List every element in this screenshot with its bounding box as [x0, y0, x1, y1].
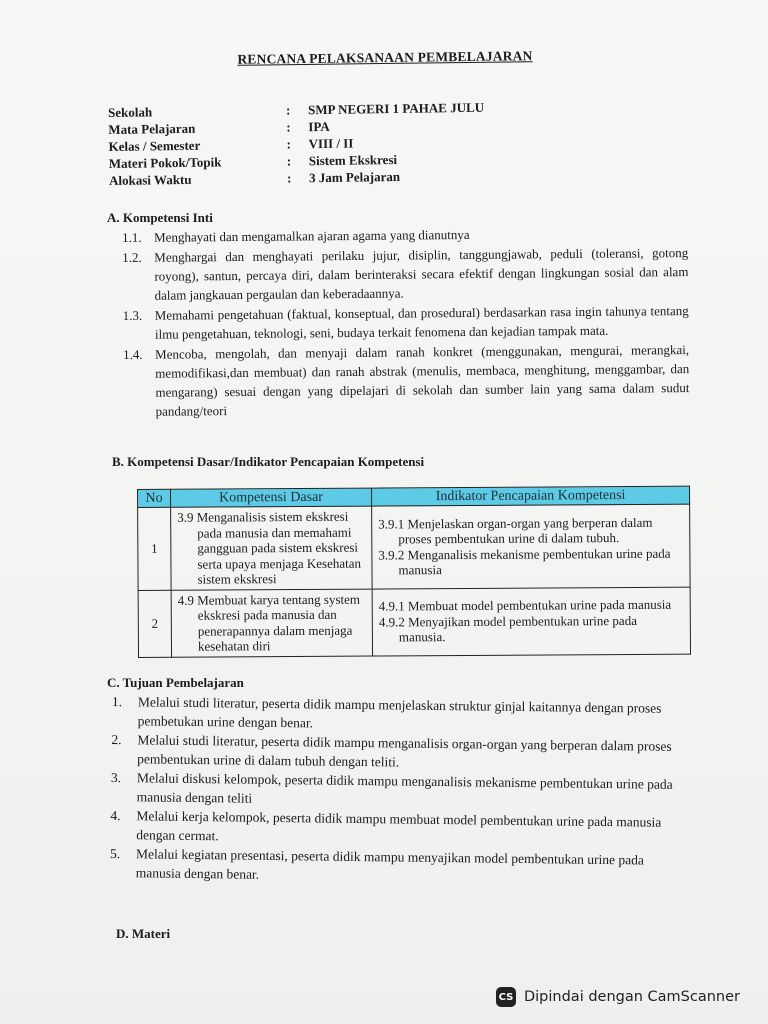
cell-ipk: [372, 504, 690, 588]
section-c-heading: C. Tujuan Pembelajaran: [107, 675, 244, 690]
list-text: Mencoba, mengolah, dan menyaji dalam ranah konkret (menggunakan, mengurai, merangkai, memodifikasi,dan membuat) dan ranah abstrak (menulis, membaca, menghitung, menggambar, dan mengarang) sesuai dengan yang dipelajari di sekolah dan sumber lain yang sama dalam sudut pandang/teori: [155, 342, 690, 419]
cell-no: 2: [138, 590, 171, 657]
ipk-item: 4.9.1 Membuat model pembentukan urine pada manusia: [378, 596, 672, 614]
list-text: Melalui studi literatur, peserta didik mampu menganalisis organ-organ yang berperan dalam proses pembentukan urine di dalam tubuh dengan teliti.: [137, 732, 672, 770]
list-number: 1.1.: [122, 229, 142, 245]
section-d-heading: D. Materi: [116, 926, 171, 941]
ipk-item: 4.9.2 Menyajikan model pembentukan urine pada manusia.: [378, 612, 637, 645]
list-item: [123, 340, 690, 421]
list-number: 1.2.: [122, 249, 142, 265]
identity-separator: :: [286, 170, 292, 186]
identity-label: Mata Pelajaran: [108, 120, 196, 137]
list-number: 2.: [111, 731, 122, 748]
list-item: [123, 301, 689, 344]
list-text: Melalui kerja kelompok, peserta didik mampu membuat model pembentukan urine pada manusia dengan cermat.: [136, 808, 662, 844]
list-number: 1.3.: [122, 307, 143, 323]
identity-label: Materi Pokok/Topik: [108, 154, 222, 171]
cell-ipk: [372, 587, 690, 656]
list-text: Menghargai dan menghayati perilaku jujur, disiplin, tanggungjawab, peduli (toleransi, gotong royong), santun, percaya diri, dalam berinteraksi secara efektif dengan lingkungan sosial dan alam dalam jangkauan pergaulan dan keberadaannya.: [154, 245, 689, 303]
column-header-kd: Kompetensi Dasar: [171, 488, 372, 507]
list-text: Melalui diskusi kelompok, peserta didik mampu menganalisis mekanisme pembentukan urine pada manusia dengan teliti: [136, 770, 673, 806]
ipk-item: 3.9.2 Menganalisis mekanisme pembentukan urine pada manusia: [378, 545, 671, 578]
camscanner-text: Dipindai dengan CamScanner: [523, 989, 740, 1005]
kd-text: 4.9 Membuat karya tentang system ekskresi pada manusia dan penerapannya dalam menjaga kesehatan diri: [177, 591, 361, 654]
cell-kd: [171, 506, 373, 590]
list-number: 1.: [111, 693, 123, 710]
camscanner-logo-icon: CS: [496, 987, 516, 1007]
list-number: 3.: [110, 769, 122, 786]
list-text: Melalui studi literatur, peserta didik mampu menjelaskan struktur ginjal kaitannya dengan proses pembetukan urine dengan benar.: [137, 694, 662, 731]
identity-label: Alokasi Waktu: [108, 171, 192, 188]
cell-no: 1: [138, 507, 172, 590]
list-number: 5.: [109, 845, 121, 862]
kompetensi-inti-list: [122, 223, 690, 421]
identity-separator: :: [285, 102, 291, 118]
list-number: 1.4.: [123, 346, 143, 362]
table-row: [138, 587, 690, 657]
identity-separator: :: [286, 153, 292, 169]
identity-label: Sekolah: [108, 104, 153, 120]
section-b-heading: B. Kompetensi Dasar/Indikator Pencapaian Kompetensi: [112, 454, 425, 469]
identity-value: 3 Jam Pelajaran: [308, 168, 401, 186]
identity-value: Sistem Ekskresi: [308, 151, 398, 169]
identity-value: SMP NEGERI 1 PAHAE JULU: [307, 99, 485, 118]
list-text: Menghayati dan mengamalkan ajaran agama yang dianutnya: [154, 226, 470, 245]
identity-value: VIII / II: [308, 135, 354, 152]
list-item: [110, 844, 690, 889]
list-text: Memahami pengetahuan (faktual, konseptual, dan prosedural) berdasarkan rasa ingin tahunya tentang ilmu pengetahuan, teknologi, seni, budaya terkait fenomena dan kejadian tampak mata.: [154, 303, 689, 342]
camscanner-watermark: [496, 984, 740, 1010]
list-number: 4.: [110, 807, 121, 824]
document-title: RENCANA PELAKSANAAN PEMBELAJARAN: [237, 48, 533, 67]
learning-objectives-list: [110, 692, 692, 889]
competency-table: [137, 486, 691, 658]
ipk-item: 3.9.1 Menjelaskan organ-organ yang berperan dalam proses pembentukan urine di dalam tubuh.: [378, 514, 653, 547]
list-item: [122, 243, 688, 305]
cell-kd: [171, 589, 372, 657]
table-row: [138, 504, 690, 590]
identity-value: IPA: [308, 118, 330, 135]
identity-separator: :: [286, 119, 291, 135]
identity-separator: :: [286, 136, 292, 152]
identity-block: [108, 98, 569, 189]
identity-label: Kelas / Semester: [108, 137, 201, 154]
column-header-ipk: Indikator Pencapaian Kompetensi: [371, 486, 689, 506]
column-header-no: No: [138, 489, 171, 507]
list-text: Melalui kegiatan presentasi, peserta didik mampu menyajikan model pembentukan urine pada manusia dengan benar.: [135, 846, 645, 882]
kd-text: 3.9 Menganalisis sistem ekskresi pada manusia dan memahami gangguan pada sistem ekskresi serta upaya menjaga Kesehatan sistem ekskresi: [177, 508, 362, 587]
section-a-heading: A. Kompetensi Inti: [107, 210, 213, 225]
